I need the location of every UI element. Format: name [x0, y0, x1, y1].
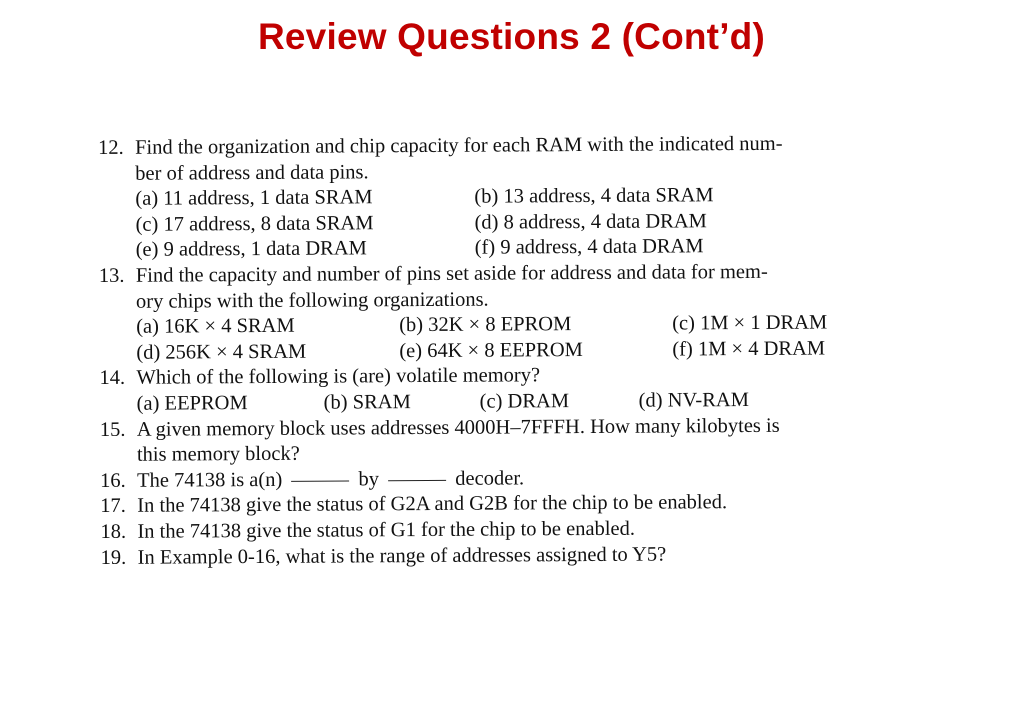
question-text-part: decoder. [455, 467, 525, 490]
option: (a) EEPROM [136, 392, 248, 415]
option: (d) NV-RAM [638, 388, 749, 412]
question-text: ory chips with the following organizations. [135, 288, 489, 313]
option: (e) 9 address, 1 data DRAM [135, 237, 367, 262]
question-text: Find the organization and chip capacity for each RAM with the indicated num- [135, 132, 783, 159]
question-19 [101, 540, 951, 571]
question-text-part: by [358, 468, 380, 491]
question-number: 12. [98, 136, 124, 159]
option: (a) 16K × 4 SRAM [136, 314, 295, 338]
option: (b) 13 address, 4 data SRAM [474, 184, 714, 208]
question-12 [98, 131, 949, 264]
option: (e) 64K × 8 EEPROM [399, 338, 583, 362]
answer-blank [388, 480, 446, 481]
question-text: Which of the following is (are) volatile memory? [136, 364, 541, 390]
option: (a) 11 address, 1 data SRAM [135, 186, 373, 210]
option: (c) 1M × 1 DRAM [672, 311, 828, 335]
option: (c) DRAM [479, 390, 570, 413]
option: (f) 9 address, 4 data DRAM [474, 235, 704, 260]
question-text: A given memory block uses addresses 4000H–7FFFH. How many kilobytes is [136, 414, 780, 441]
question-number: 17. [100, 495, 126, 518]
question-text-part: The 74138 is a(n) [137, 468, 283, 492]
question-13 [99, 259, 950, 367]
option: (d) 8 address, 4 data DRAM [474, 210, 707, 234]
answer-blank [291, 480, 349, 481]
question-number: 13. [98, 264, 125, 287]
question-number: 16. [100, 469, 126, 492]
question-text: In the 74138 give the status of G1 for the chip to be enabled. [137, 517, 636, 543]
question-text: In Example 0-16, what is the range of addresses assigned to Y5? [137, 543, 667, 569]
question-text: In the 74138 give the status of G2A and G2B for the chip to be enabled. [137, 491, 728, 518]
question-number: 14. [99, 367, 126, 390]
option: (f) 1M × 4 DRAM [672, 337, 826, 361]
review-questions-scan [98, 131, 951, 571]
question-number: 18. [100, 520, 127, 543]
question-number: 19. [100, 546, 127, 569]
question-15 [100, 412, 950, 468]
slide-title: Review Questions 2 (Cont’d) [257, 16, 765, 57]
option: (c) 17 address, 8 data SRAM [135, 212, 374, 236]
question-text: ber of address and data pins. [135, 160, 369, 185]
question-text: this memory block? [136, 442, 300, 466]
question-14 [99, 361, 949, 417]
question-number: 15. [99, 418, 126, 441]
option: (b) 32K × 8 EPROM [399, 313, 572, 337]
option: (d) 256K × 4 SRAM [136, 340, 307, 364]
option: (b) SRAM [323, 391, 411, 414]
question-text: Find the capacity and number of pins set aside for address and data for mem- [135, 260, 768, 287]
